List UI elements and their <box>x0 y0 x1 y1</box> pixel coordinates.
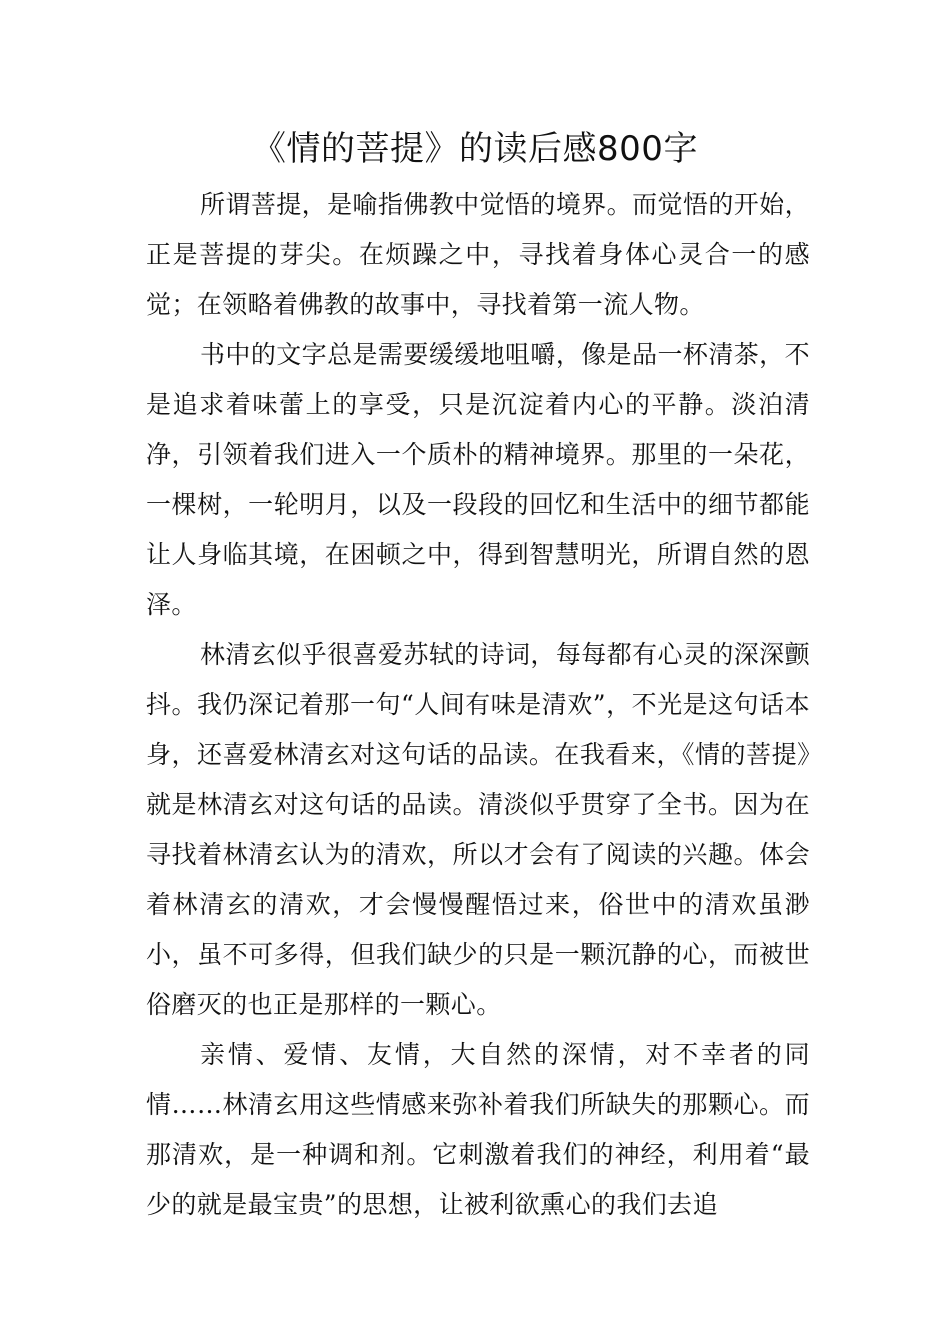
paragraph-3: 林清玄似乎很喜爱苏轼的诗词，每每都有心灵的深深颤抖。我仍深记着那一句“人间有味是清欢”，不光是这句话本身，还喜爱林清玄对这句话的品读。在我看来，《情的菩提》就是林清玄对这句话的品读。清淡似乎贯穿了全书。因为在寻找着林清玄认为的清欢，所以才会有了阅读的兴趣。体会着林清玄的清欢，才会慢慢醒悟过来，俗世中的清欢虽渺小，虽不可多得，但我们缺少的只是一颗沉静的心，而被世俗磨灭的也正是那样的一颗心。 <box>146 640 810 1019</box>
document-body <box>146 180 810 1230</box>
paragraph-1: 所谓菩提，是喻指佛教中觉悟的境界。而觉悟的开始，正是菩提的芽尖。在烦躁之中，寻找着身体心灵合一的感觉；在领略着佛教的故事中，寻找着第一流人物。 <box>146 190 810 319</box>
document-title: 《情的菩提》的读后感800字 <box>252 129 698 169</box>
paragraph-4: 亲情、爱情、友情，大自然的深情，对不幸者的同情……林清玄用这些情感来弥补着我们所缺失的那颗心。而那清欢，是一种调和剂。它刺激着我们的神经，利用着“最少的就是最宝贵”的思想，让被利欲熏心的我们去追 <box>146 1040 810 1219</box>
paragraph-2: 书中的文字总是需要缓缓地咀嚼，像是品一杯清茶，不是追求着味蕾上的享受，只是沉淀着内心的平静。淡泊清净，引领着我们进入一个质朴的精神境界。那里的一朵花，一棵树，一轮明月，以及一段段的回忆和生活中的细节都能让人身临其境，在困顿之中，得到智慧明光，所谓自然的恩泽。 <box>146 340 810 619</box>
